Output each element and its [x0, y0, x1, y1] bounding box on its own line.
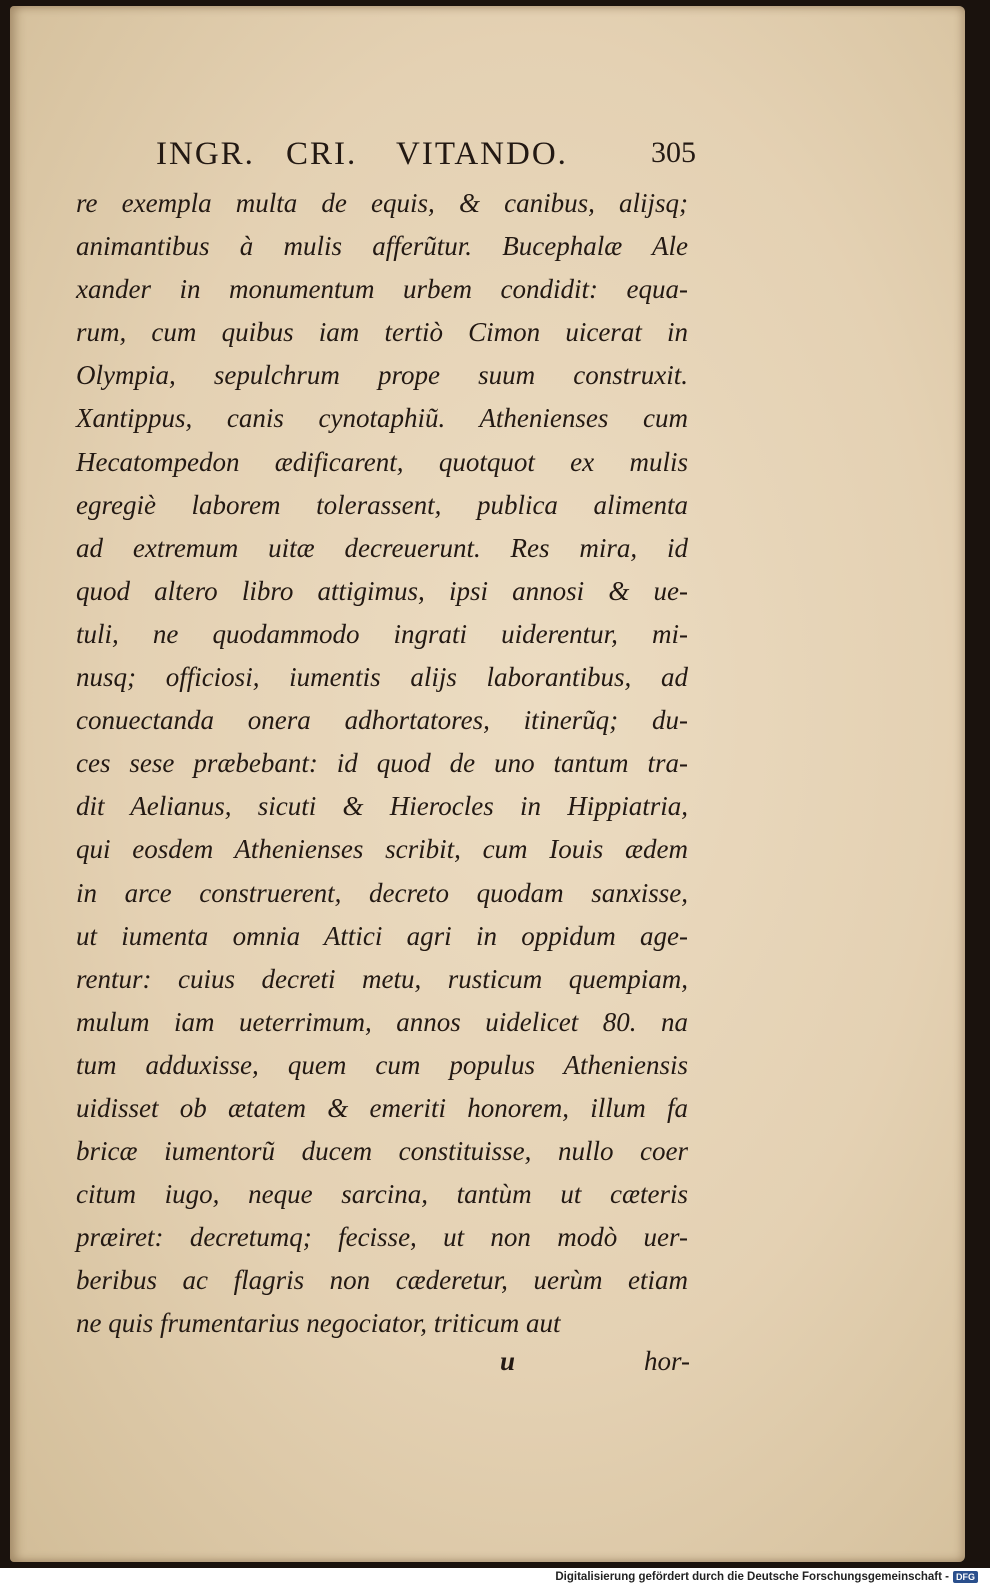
text-line: in arce construerent, decreto quodam sanxisse, [76, 877, 688, 908]
text-line: rum, cum quibus iam tertiò Cimon uicerat in [76, 317, 688, 348]
text-line: animantibus à mulis afferũtur. Bucephalæ Ale [76, 231, 688, 262]
text-line: qui eosdem Athenienses scribit, cum Iouis ædem [76, 834, 688, 865]
text-line: ces sese præbebant: id quod de uno tantum tra- [76, 748, 688, 779]
text-line: mulum iam ueterrimum, annos uidelicet 80. na [76, 1006, 688, 1037]
text-line: præiret: decretumq; fecisse, ut non modò uer- [76, 1222, 688, 1253]
text-line: Hecatompedon ædificarent, quotquot ex mulis [76, 446, 688, 477]
text-line: rentur: cuius decreti metu, rusticum quempiam, [76, 963, 688, 994]
text-line: dit Aelianus, sicuti & Hierocles in Hippiatria, [76, 791, 688, 822]
text-line: quod altero libro attigimus, ipsi annosi & ue- [76, 575, 688, 606]
running-header-part-1: INGR. [156, 136, 255, 172]
credit-text: Digitalisierung gefördert durch die Deutsche Forschungsgemeinschaft - [555, 1571, 949, 1583]
catchword: hor- [644, 1346, 690, 1376]
running-header [156, 136, 696, 180]
catchword-row [500, 1346, 690, 1386]
text-line: citum iugo, neque sarcina, tantùm ut cæteris [76, 1179, 688, 1210]
text-line: nusq; officiosi, iumentis alijs laborantibus, ad [76, 662, 688, 693]
text-line: ad extremum uitæ decreuerunt. Res mira, id [76, 532, 688, 563]
digitization-credit [555, 1569, 978, 1585]
text-line: xander in monumentum urbem condidit: equa- [76, 274, 688, 305]
text-line: Olympia, sepulchrum prope suum construxit. [76, 360, 688, 391]
text-line: bricæ iumentorũ ducem constituisse, nullo coer [76, 1136, 688, 1167]
text-line: ut iumenta omnia Attici agri in oppidum age- [76, 920, 688, 951]
text-line: beribus ac flagris non cæderetur, uerùm etiam [76, 1265, 688, 1296]
dfg-logo-icon: DFG [953, 1571, 978, 1583]
book-page [10, 6, 965, 1562]
body-text [76, 182, 688, 1346]
text-line: tuli, ne quodammodo ingrati uiderentur, mi- [76, 618, 688, 649]
text-line: egregiè laborem tolerassent, publica alimenta [76, 489, 688, 520]
text-line: conuectanda onera adhortatores, itinerũq; du- [76, 705, 688, 736]
signature-mark: u [500, 1346, 516, 1376]
text-line: Xantippus, canis cynotaphiũ. Athenienses cum [76, 403, 688, 434]
running-header-part-3: VITANDO. [396, 136, 568, 172]
page-number: 305 [651, 136, 696, 169]
text-line: tum adduxisse, quem cum populus Atheniensis [76, 1049, 688, 1080]
running-header-part-2: CRI. [286, 136, 358, 172]
text-line: ne quis frumentarius negociator, triticum aut [76, 1308, 561, 1339]
text-line: re exempla multa de equis, & canibus, alijsq; [76, 188, 688, 218]
text-line: uidisset ob ætatem & emeriti honorem, illum fa [76, 1092, 688, 1123]
